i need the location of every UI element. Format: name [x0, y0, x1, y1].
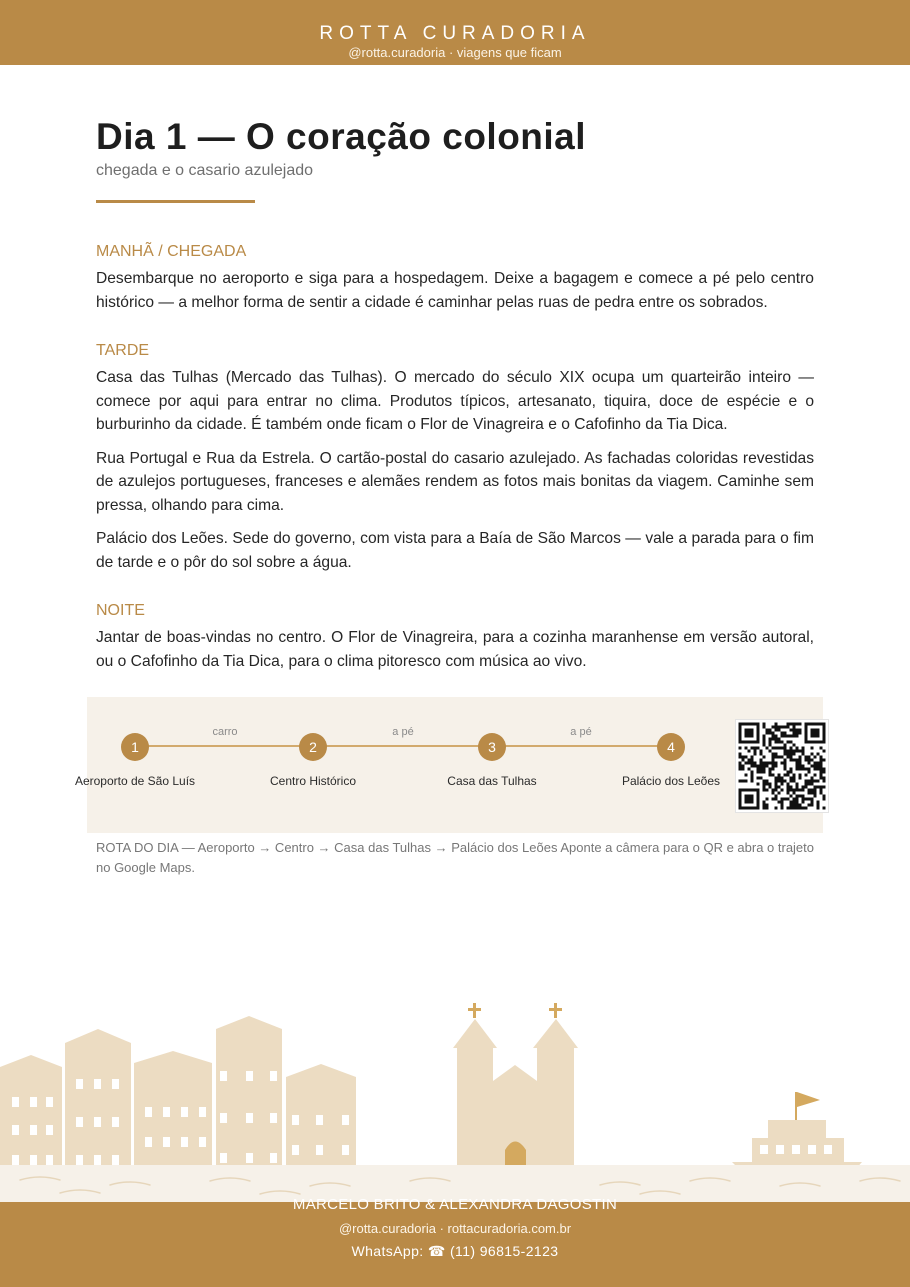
section-morning [96, 243, 814, 314]
route-stop-label: Centro Histórico [269, 774, 357, 788]
route-stop-label: Casa das Tulhas [447, 774, 537, 788]
section-paragraph: Casa das Tulhas (Mercado das Tulhas). O mercado do século XIX ocupa um quarteirão inteiro — comece por aqui para entrar no clima. Produtos típicos, artesanato, tiquira, doce de espécie e o burburinho da cidade. É também onde ficam o Flor de Vinagreira e o Cafofinho da Tia Dica. [96, 369, 814, 433]
section-title: TARDE [96, 342, 150, 359]
section-night [96, 602, 814, 673]
route-stop-label: Palácio dos Leões [621, 774, 721, 788]
section-afternoon [96, 342, 814, 574]
route-leg-mode: a pé [392, 726, 414, 738]
footer-phone[interactable]: WhatsApp: ☎ (11) 96815-2123 [351, 1243, 559, 1259]
route-stop-marker: 2 [299, 733, 327, 761]
route-stop-marker: 3 [478, 733, 506, 761]
route-leg-mode: a pé [570, 726, 592, 738]
route-line [135, 745, 671, 747]
day-content [96, 118, 814, 673]
footer-links[interactable]: @rotta.curadoria · rottacuradoria.com.br [338, 1221, 572, 1236]
page-title: Dia 1 — O coração colonial [96, 116, 587, 157]
skyline-illustration [0, 995, 910, 1205]
page-subtitle: chegada e o casario azulejado [96, 162, 314, 179]
title-divider [96, 200, 255, 203]
route-stop-marker: 1 [121, 733, 149, 761]
section-paragraph: Palácio dos Leões. Sede do governo, com vista para a Baía de São Marcos — vale a parada para o fim de tarde e o pôr do sol sobre a água. [96, 530, 814, 571]
section-title: NOITE [96, 602, 145, 619]
footer-names: MARCELO BRITO & ALEXANDRA DAGOSTIN [292, 1196, 618, 1213]
top-header [0, 0, 910, 65]
qr-code-graphic [736, 720, 828, 812]
route-map-box [74, 697, 823, 833]
route-stop-marker: 4 [657, 733, 685, 761]
section-title: MANHÃ / CHEGADA [96, 243, 247, 260]
brand-name: ROTTA CURADORIA [319, 23, 591, 44]
section-paragraph: Desembarque no aeroporto e siga para a hospedagem. Deixe a bagagem e comece a pé pelo centro histórico — a melhor forma de sentir a cidade é caminhar pelas ruas de pedra entre os sobrados. [96, 270, 814, 311]
qr-code-icon[interactable] [735, 719, 829, 813]
route-caption: ROTA DO DIA — Aeroporto → Centro → Casa das Tulhas → Palácio dos Leões Aponte a câmera para o QR e abra o trajeto no Google Maps. [96, 840, 815, 875]
route-leg-mode: carro [212, 726, 238, 738]
route-stop-label: Aeroporto de São Luís [74, 774, 196, 788]
section-paragraph: Jantar de boas-vindas no centro. O Flor de Vinagreira, para a cozinha maranhense em versão autoral, ou o Cafofinho da Tia Dica, para o clima pitoresco com música ao vivo. [96, 629, 814, 670]
section-paragraph: Rua Portugal e Rua da Estrela. O cartão-postal do casario azulejado. As fachadas coloridas revestidas de azulejos portugueses, franceses e alemães rendem as fotos mais bonitas da viagem. Caminhe sem pressa, olhando para cima. [96, 449, 814, 514]
footer [0, 1196, 910, 1287]
brand-tagline: @rotta.curadoria · viagens que ficam [348, 45, 562, 60]
